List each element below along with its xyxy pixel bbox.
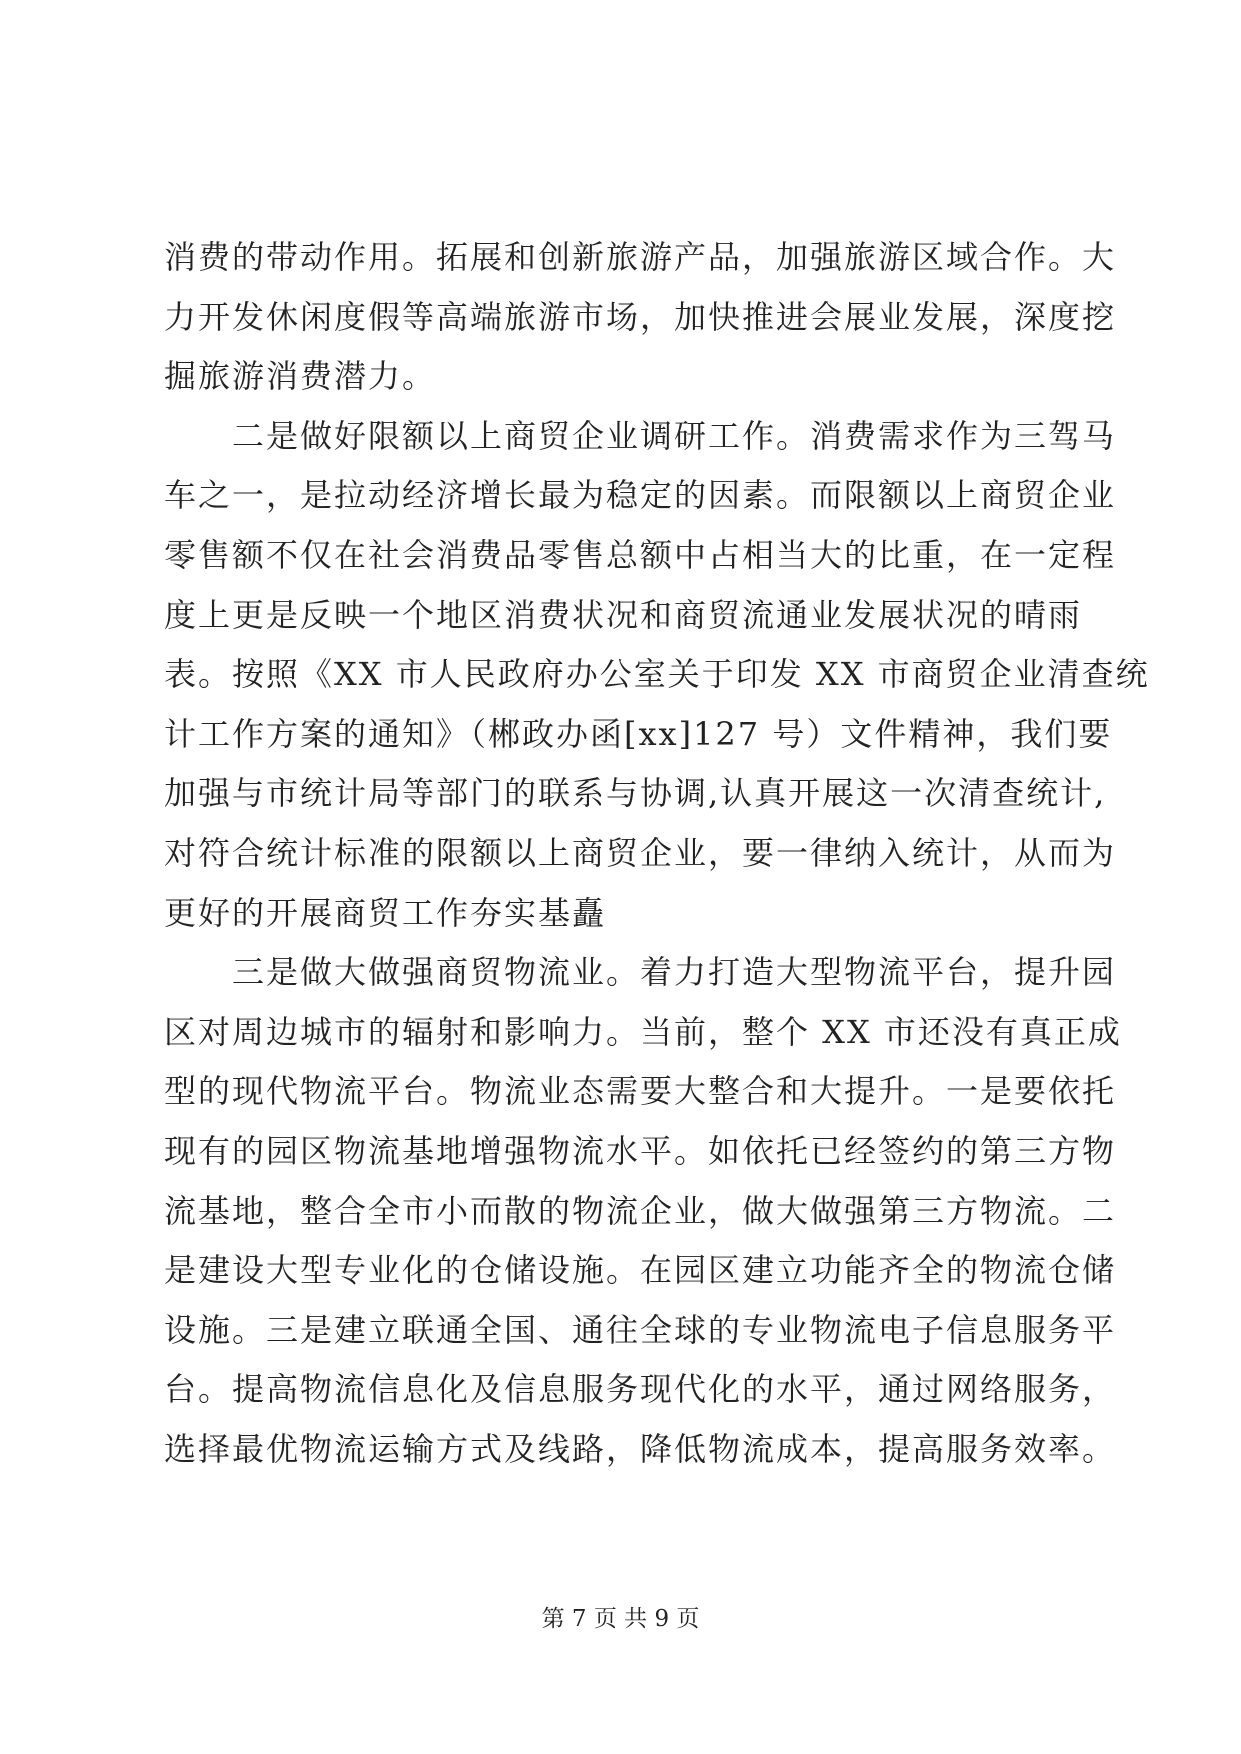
- body-text: [164, 228, 1150, 1479]
- text-line: 消费的带动作用。拓展和创新旅游产品，加强旅游区域合作。大: [164, 238, 1117, 276]
- text-line: 流基地，整合全市小而散的物流企业，做大做强第三方物流。二: [164, 1191, 1117, 1230]
- text-line: 加强与市统计局等部门的联系与协调,认真开展这一次清查统计,: [164, 774, 1107, 813]
- text-line: 二是做好限额以上商贸企业调研工作。消费需求作为三驾马: [164, 416, 1117, 455]
- text-line: 掘旅游消费潜力。: [164, 357, 437, 396]
- text-line: 设施。三是建立联通全国、通往全球的专业物流电子信息服务平: [164, 1310, 1117, 1349]
- text-line: 现有的园区物流基地增强物流水平。如依托已经签约的第三方物: [164, 1131, 1117, 1170]
- text-line: 是建设大型专业化的仓储设施。在园区建立功能齐全的物流仓储: [164, 1251, 1117, 1290]
- text-line: 车之一，是拉动经济增长最为稳定的因素。而限额以上商贸企业: [164, 476, 1117, 515]
- page-number-label: 第 7 页 共 9 页: [541, 1606, 700, 1632]
- text-line: 三是做大做强商贸物流业。着力打造大型物流平台，提升园: [164, 953, 1117, 992]
- page-footer: [0, 1604, 1241, 1634]
- text-line: 对符合统计标准的限额以上商贸企业，要一律纳入统计，从而为: [164, 833, 1117, 872]
- text-line: 计工作方案的通知》（郴政办函[xx]127 号）文件精神，我们要: [164, 714, 1113, 753]
- text-line: 区对周边城市的辐射和影响力。当前，整个 XX 市还没有真正成: [164, 1012, 1122, 1051]
- text-line: 更好的开展商贸工作夯实基矗: [164, 893, 607, 932]
- text-line: 型的现代物流平台。物流业态需要大整合和大提升。一是要依托: [164, 1072, 1117, 1111]
- text-line: 表。按照《XX 市人民政府办公室关于印发 XX 市商贸企业清查统: [164, 655, 1150, 694]
- text-line: 零售额不仅在社会消费品零售总额中占相当大的比重，在一定程: [164, 535, 1117, 574]
- text-line: 选择最优物流运输方式及线路，降低物流成本，提高服务效率。: [164, 1429, 1117, 1468]
- text-line: 台。提高物流信息化及信息服务现代化的水平，通过网络服务，: [164, 1370, 1117, 1409]
- text-line: 力开发休闲度假等高端旅游市场，加快推进会展业发展，深度挖: [164, 297, 1117, 336]
- text-line: 度上更是反映一个地区消费状况和商贸流通业发展状况的晴雨: [164, 595, 1083, 634]
